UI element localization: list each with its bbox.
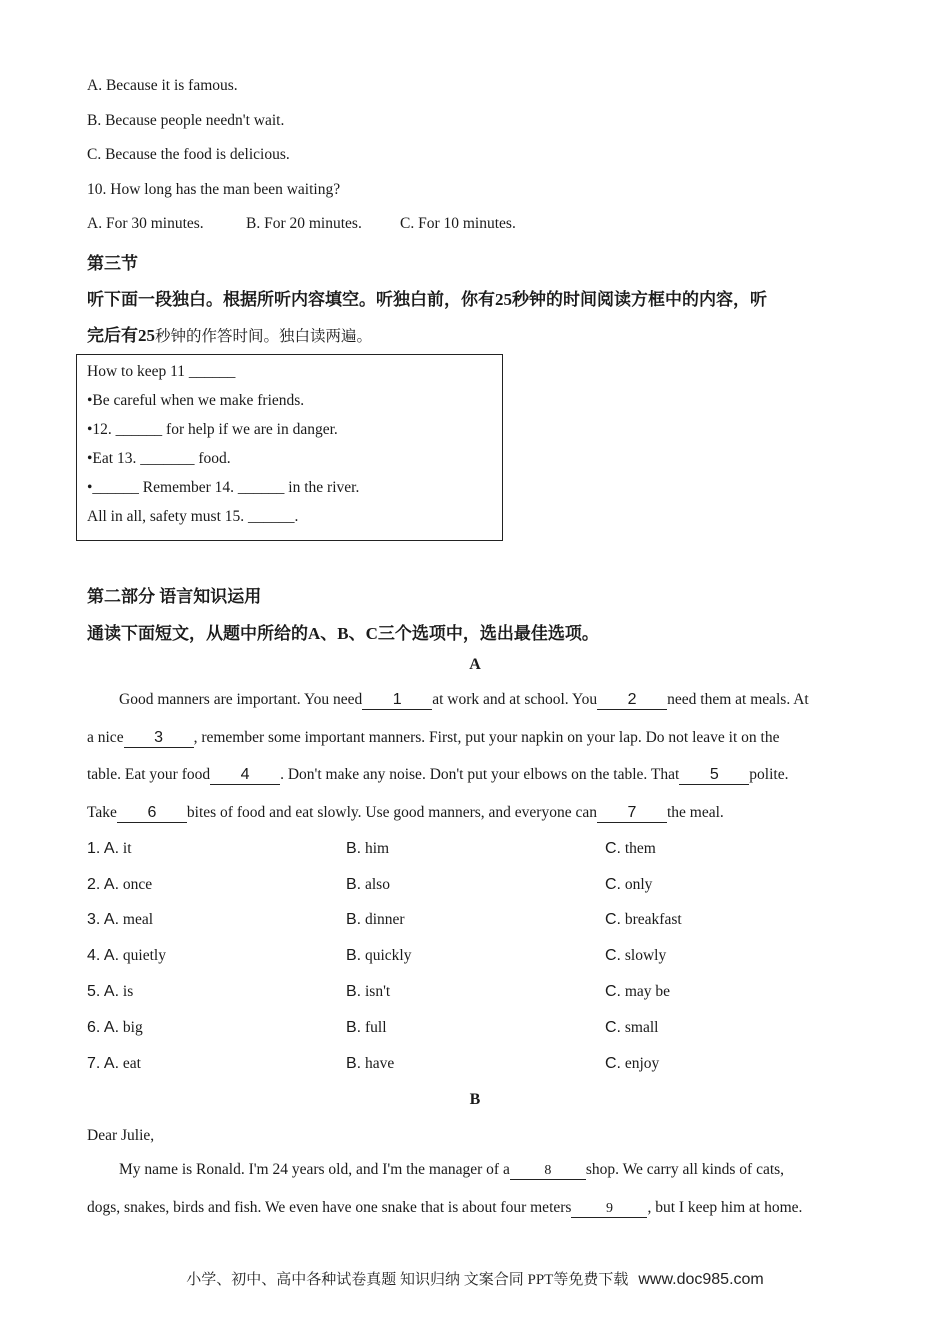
option-letter: B. (346, 840, 362, 857)
option-text: him (365, 840, 390, 857)
blank-1: 1 (362, 692, 432, 710)
option-letter: C. (605, 1055, 621, 1072)
passage-a-line-4 (87, 804, 724, 823)
option-6-c (605, 1019, 658, 1037)
passage-b-line-1 (119, 1161, 784, 1180)
blank-3: 3 (124, 730, 194, 748)
option-5-c (605, 983, 670, 1001)
option-letter: B. (346, 876, 362, 893)
option-number: 3. A. (87, 911, 120, 928)
option-1-b (346, 840, 389, 858)
option-number: 6. A. (87, 1019, 120, 1036)
option-letter: C. (605, 983, 621, 1000)
fill-in-box (76, 354, 503, 541)
passage-b-heading: B (469, 1091, 481, 1108)
footer-url[interactable]: www.doc985.com (638, 1271, 764, 1288)
section3-instruction: 听下面一段独白。根据所听内容填空。听独白前，你有25秒钟的时间阅读方框中的内容，听 (87, 290, 767, 309)
option-number: 1. A. (87, 840, 120, 857)
text: bites of food and eat slowly. Use good manners, and everyone can (186, 804, 597, 821)
option-2-a (87, 876, 152, 894)
option-letter: B. (346, 983, 362, 1000)
section3-instruction-cont (87, 321, 372, 346)
box-line-15: All in all, safety must 15. ______. (87, 508, 299, 525)
text: . Don't make any noise. Don't put your elbows on the table. That (280, 766, 680, 783)
option-5-b (346, 983, 390, 1001)
option-number: 5. A. (87, 983, 120, 1000)
option-letter: C. (605, 947, 621, 964)
text: , remember some important manners. First, put your napkin on your lap. Do not leave it on the (193, 729, 780, 746)
blank-6: 6 (117, 805, 187, 823)
option-text: dinner (365, 911, 405, 928)
option-4-a (87, 947, 166, 965)
box-line-friends: •Be careful when we make friends. (87, 392, 305, 409)
option-text: also (365, 876, 390, 893)
option-text: small (624, 1019, 659, 1036)
q10-option-a: A. For 30 minutes. (87, 215, 204, 232)
box-line-11: How to keep 11 ______ (87, 363, 236, 380)
section3-title: 第三节 (87, 254, 138, 273)
option-3-a (87, 911, 153, 929)
text: shop. We carry all kinds of cats, (585, 1161, 785, 1178)
option-4-b (346, 947, 412, 965)
blank-7: 7 (597, 805, 667, 823)
option-number: 7. A. (87, 1055, 120, 1072)
blank-4: 4 (210, 767, 280, 785)
footer-text: 小学、初中、高中各种试卷真题 知识归纳 文案合同 PPT等免费下载 (186, 1272, 629, 1288)
option-letter: C. (605, 876, 621, 893)
part2-title: 第二部分 语言知识运用 (87, 587, 262, 606)
section3-instruction-bold: 完后有25 (87, 326, 155, 345)
text: Take (87, 804, 117, 821)
text: dogs, snakes, birds and fish. We even have one snake that is about four meters (87, 1199, 572, 1216)
option-text: big (122, 1019, 143, 1036)
q10-question: 10. How long has the man been waiting? (87, 181, 341, 198)
option-6-b (346, 1019, 387, 1037)
option-letter: C. (605, 1019, 621, 1036)
blank-2: 2 (597, 692, 667, 710)
text: table. Eat your food (87, 766, 211, 783)
option-text: only (624, 876, 653, 893)
text: polite. (749, 766, 789, 783)
option-7-b (346, 1055, 394, 1073)
passage-b-line-2 (87, 1199, 802, 1218)
option-1-a (87, 840, 132, 858)
option-letter: B. (346, 1055, 362, 1072)
option-7-a (87, 1055, 141, 1073)
option-text: full (365, 1019, 387, 1036)
option-letter: B. (346, 911, 362, 928)
text: need them at meals. At (667, 691, 809, 708)
page-footer (0, 1268, 950, 1289)
option-3-c (605, 911, 682, 929)
blank-9: 9 (571, 1202, 647, 1218)
option-text: them (624, 840, 656, 857)
part2-instruction: 通读下面短文，从题中所给的A、B、C三个选项中，选出最佳选项。 (87, 624, 599, 643)
box-line-12: •12. ______ for help if we are in danger. (87, 421, 338, 438)
q9-option-c: C. Because the food is delicious. (87, 146, 290, 163)
text: Good manners are important. You need (119, 691, 363, 708)
option-letter: B. (346, 947, 362, 964)
passage-b-greeting: Dear Julie, (87, 1127, 155, 1144)
q10-option-b: B. For 20 minutes. (246, 215, 362, 232)
box-line-14: •______ Remember 14. ______ in the river. (87, 479, 360, 496)
box-line-13: •Eat 13. _______ food. (87, 450, 231, 467)
q9-option-b: B. Because people needn't wait. (87, 112, 285, 129)
option-text: have (365, 1055, 395, 1072)
option-letter: B. (346, 1019, 362, 1036)
option-text: slowly (624, 947, 667, 964)
option-6-a (87, 1019, 143, 1037)
option-2-b (346, 876, 390, 894)
passage-a-heading: A (469, 656, 481, 673)
option-text: quickly (365, 947, 412, 964)
option-text: breakfast (624, 911, 682, 928)
option-letter: C. (605, 840, 621, 857)
option-text: eat (122, 1055, 141, 1072)
option-4-c (605, 947, 666, 965)
option-letter: C. (605, 911, 621, 928)
text: a nice (87, 729, 124, 746)
option-text: may be (624, 983, 671, 1000)
option-number: 4. A. (87, 947, 120, 964)
option-text: quietly (122, 947, 166, 964)
section3-instruction-rest: 秒钟的作答时间。独白读两遍。 (155, 328, 373, 345)
option-text: meal (122, 911, 154, 928)
q10-option-c: C. For 10 minutes. (400, 215, 516, 232)
q9-option-a: A. Because it is famous. (87, 77, 238, 94)
text: , but I keep him at home. (647, 1199, 803, 1216)
option-text: once (122, 876, 153, 893)
option-1-c (605, 840, 656, 858)
text: at work and at school. You (432, 691, 598, 708)
option-7-c (605, 1055, 659, 1073)
option-text: enjoy (624, 1055, 660, 1072)
option-3-b (346, 911, 405, 929)
passage-a-line-2 (87, 729, 779, 748)
blank-5: 5 (679, 767, 749, 785)
option-number: 2. A. (87, 876, 120, 893)
option-5-a (87, 983, 133, 1001)
passage-a-line-3 (87, 766, 788, 785)
option-text: is (122, 983, 134, 1000)
option-2-c (605, 876, 652, 894)
blank-8: 8 (510, 1164, 586, 1180)
passage-a-line-1 (119, 691, 809, 710)
option-text: isn't (365, 983, 391, 1000)
option-text: it (122, 840, 132, 857)
text: the meal. (666, 804, 724, 821)
text: My name is Ronald. I'm 24 years old, and I'm the manager of a (119, 1161, 510, 1178)
